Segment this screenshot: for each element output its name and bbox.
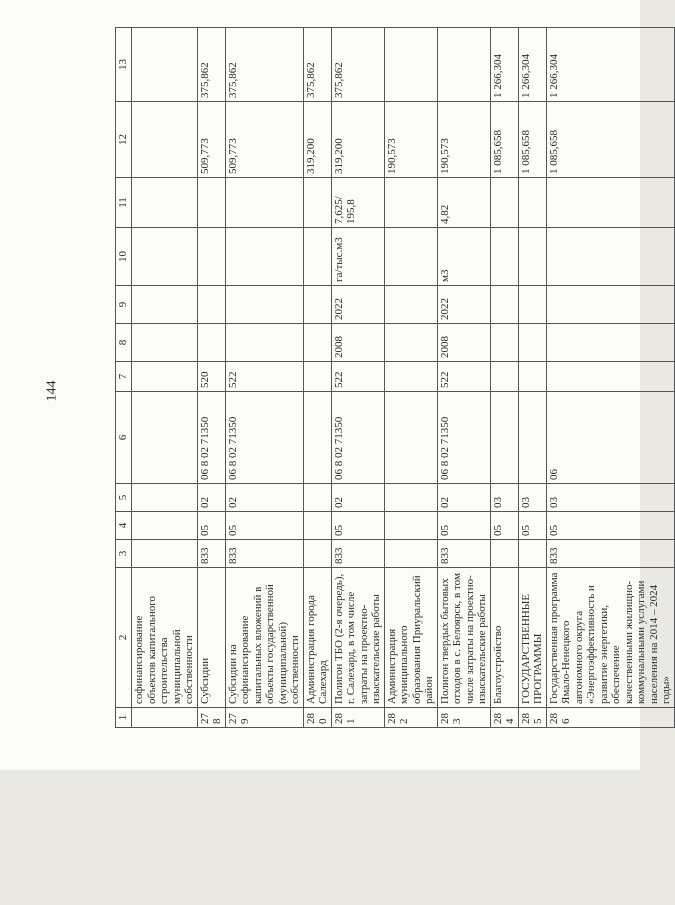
cell [303,362,331,392]
item-name: Администрация города Салехард [303,568,331,708]
cell: 2022 [437,286,490,324]
header-cell: 6 [116,392,132,484]
cell [384,324,437,362]
cell [225,324,303,362]
table-row [132,28,198,728]
table-row [518,28,546,728]
cell: 833 [546,540,674,568]
cell [546,178,674,228]
table-row [546,28,674,728]
cell [490,324,518,362]
amount-cell: 1 085,658 [518,102,546,178]
amount-cell: 375,862 [303,28,331,102]
header-cell: 4 [116,512,132,540]
cell [132,286,198,324]
amount-cell: 319,200 [303,102,331,178]
cell: 03 [490,484,518,512]
cell [197,228,225,286]
amount-cell: 1 085,658 [490,102,518,178]
cell [132,392,198,484]
cell [518,324,546,362]
cell [490,286,518,324]
cell: 833 [331,540,384,568]
cell [132,324,198,362]
cell: 522 [225,362,303,392]
amount-cell [437,28,490,102]
item-name: Благоустройство [490,568,518,708]
cell [384,540,437,568]
cell: 520 [197,362,225,392]
cell: 05 [225,512,303,540]
cell: 03 [518,484,546,512]
cell [384,228,437,286]
row-number: 278 [197,708,225,728]
cell [303,178,331,228]
cell [518,540,546,568]
item-name: Полигон твердых бытовых отходов в с. Белоярск, в том числе затраты на проектно-изыскательские работы [437,568,490,708]
cell [490,178,518,228]
cell [518,228,546,286]
amount-cell: 319,200 [331,102,384,178]
budget-table-rotated [115,28,672,728]
row-number [132,708,198,728]
row-number: 281 [331,708,384,728]
cell [197,286,225,324]
amount-cell: 1 266,304 [518,28,546,102]
cell [546,228,674,286]
cell [303,228,331,286]
cell [546,286,674,324]
header-cell: 3 [116,540,132,568]
cell [490,392,518,484]
cell [546,324,674,362]
amount-cell: 1 266,304 [546,28,674,102]
cell: 05 [197,512,225,540]
header-cell: 10 [116,228,132,286]
cell: 02 [197,484,225,512]
cell: 03 [546,484,674,512]
header-cell: 5 [116,484,132,512]
cell [490,228,518,286]
cell: 05 [437,512,490,540]
amount-cell: 509,773 [197,102,225,178]
cell [490,362,518,392]
cell [546,362,674,392]
header-cell: 12 [116,102,132,178]
header-cell: 7 [116,362,132,392]
cell [132,540,198,568]
cell [384,178,437,228]
header-cell: 1 [116,708,132,728]
table-row [490,28,518,728]
cell: 05 [546,512,674,540]
column-header-row [116,28,132,728]
header-cell: 13 [116,28,132,102]
cell [303,512,331,540]
amount-cell: 1 085,658 [546,102,674,178]
header-cell: 9 [116,286,132,324]
row-number: 285 [518,708,546,728]
table-row [197,28,225,728]
cell: м3 [437,228,490,286]
table-row [225,28,303,728]
cell [197,178,225,228]
header-cell: 2 [116,568,132,708]
cell [518,286,546,324]
cell [384,392,437,484]
row-number: 283 [437,708,490,728]
cell [518,362,546,392]
cell [518,178,546,228]
cell [132,178,198,228]
item-name: Субсидии [197,568,225,708]
cell [384,362,437,392]
header-cell: 8 [116,324,132,362]
amount-cell: 190,573 [384,102,437,178]
cell [132,512,198,540]
amount-cell: 509,773 [225,102,303,178]
cell: 522 [331,362,384,392]
header-cell: 11 [116,178,132,228]
cell: 06 8 02 71350 [331,392,384,484]
cell: 833 [225,540,303,568]
cell: 02 [225,484,303,512]
table-row [437,28,490,728]
amount-cell [384,28,437,102]
cell [303,540,331,568]
cell [132,362,198,392]
cell: 02 [331,484,384,512]
item-name: Государственная программа Ямало-Ненецкого автономного округа «Энергоэффективность и развитие энергетики, обеспечение качественными жилищно-коммунальными услугами населения на 2014 – 2024 годы» [546,568,674,708]
cell: 05 [518,512,546,540]
item-name: Полигон ТБО (2-я очередь), г. Салехард, в том числе затраты на проектно-изыскательские работы [331,568,384,708]
cell: 02 [437,484,490,512]
cell [303,392,331,484]
cell [225,286,303,324]
item-name: Субсидии на софинансирование капитальных вложений в объекты государственной (муниципальной) собственности [225,568,303,708]
cell: 06 [546,392,674,484]
amount-cell [132,102,198,178]
row-number: 279 [225,708,303,728]
cell [197,324,225,362]
cell [384,512,437,540]
cell [303,484,331,512]
cell: 05 [490,512,518,540]
cell [384,286,437,324]
cell: 833 [437,540,490,568]
cell: 05 [331,512,384,540]
cell [132,484,198,512]
cell: 06 8 02 71350 [225,392,303,484]
cell [384,484,437,512]
page-number: 144 [44,380,59,402]
cell [225,178,303,228]
cell [225,228,303,286]
cell: 7,625/ 195,8 [331,178,384,228]
item-name: Администрация муниципального образования Приуральский район [384,568,437,708]
table-row [303,28,331,728]
cell [303,324,331,362]
amount-cell: 375,862 [225,28,303,102]
budget-table [115,27,675,728]
cell: 2022 [331,286,384,324]
amount-cell: 1 266,304 [490,28,518,102]
cell [490,540,518,568]
row-number: 284 [490,708,518,728]
row-number: 286 [546,708,674,728]
item-name: ГОСУДАРСТВЕННЫЕ ПРОГРАММЫ [518,568,546,708]
cell: 833 [197,540,225,568]
row-number: 280 [303,708,331,728]
table-row [384,28,437,728]
cell [518,392,546,484]
cell: 4,82 [437,178,490,228]
cell: 2008 [437,324,490,362]
amount-cell [132,28,198,102]
cell [132,228,198,286]
amount-cell: 375,862 [331,28,384,102]
table-row [331,28,384,728]
amount-cell: 375,862 [197,28,225,102]
cell: 06 8 02 71350 [437,392,490,484]
cell: 06 8 02 71350 [197,392,225,484]
row-number: 282 [384,708,437,728]
cell: 522 [437,362,490,392]
cell: 2008 [331,324,384,362]
cell [303,286,331,324]
amount-cell: 190,573 [437,102,490,178]
item-name: софинансирование объектов капитального строительства муниципальной собственности [132,568,198,708]
cell: га/тыс.м3 [331,228,384,286]
